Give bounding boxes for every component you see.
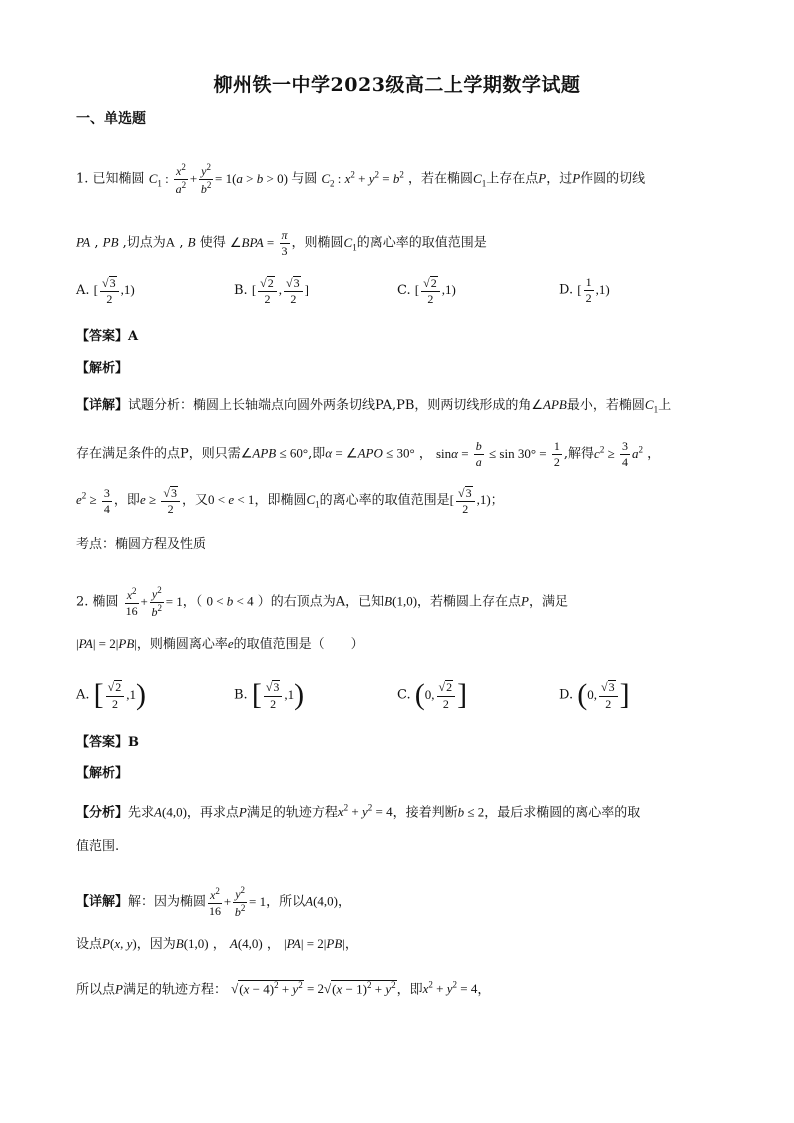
section-heading: 一、单选题 bbox=[76, 111, 146, 127]
q2-stem-line1: 2. 椭圆 $\frac{x^2}{16}$ + $\frac{y^2}{b^2}$ = 1，（ 0 < b < 4 ）的右顶点为A，已知B(1,0)，若椭圆上存在点P，满足 bbox=[76, 585, 569, 620]
q2-analysis-heading: 【解析】 bbox=[76, 766, 129, 781]
q2-number: 2. bbox=[76, 594, 89, 610]
q2-option-a: A. [ √ 2 2 ,1) bbox=[76, 678, 147, 711]
q1-stem-line2: PA , PB ,切点为A , B 使得 ∠BPA = $\frac{\pi}{3}$ ，则椭圆$C_1$的离心率的取值范围是 bbox=[76, 228, 487, 259]
q2-detail-line2: 设点P(x, y)，因为B(1,0) ， A(4,0) ， |PA| = 2|PB|， bbox=[76, 936, 358, 952]
q1-detail-line1: 【详解】试题分析：椭圆上长轴端点向圆外两条切线PA,PB，则两切线形成的角∠APB最小，若椭圆$C_1$上 bbox=[76, 397, 672, 415]
q2-stem-line2: |PA| = 2|PB|，则椭圆离心率e的取值范围是（ ） bbox=[76, 636, 364, 652]
page-title: 柳州铁一中学2023级高二上学期数学试题 bbox=[213, 74, 581, 96]
q2-answer: 【答案】B bbox=[76, 735, 139, 750]
q2-option-c: C. (0, √ 2 2 ] bbox=[397, 678, 468, 711]
q2-detail-line3: 所以点P满足的轨迹方程： √ $(x - 4)^2 + y^2$ = 2√ $(x - 1)^2 + y^2$ ，即$x^2 + y^2 = 4$， bbox=[76, 980, 491, 998]
q1-ellipse-eq: $C_1$ : $\frac{x^2}{a^2}$ + $\frac{y^2}{b^2}$ = 1(a > b > 0) bbox=[148, 162, 292, 197]
q2-fenxi-line1: 【分析】先求A(4,0)，再求点P满足的轨迹方程$x^2 + y^2 = 4$，接着判断b ≤ 2，最后求椭圆的离心率的取 bbox=[76, 803, 641, 821]
q2-fenxi-line2: 值范围. bbox=[76, 839, 120, 854]
q1-answer: 【答案】A bbox=[76, 329, 139, 344]
q1-detail-line3: $e^2$ ≥ $\frac{3}{4}$ ，即e ≥ √ 3 2 ，又0 < e < 1，即椭圆$C_1$的离心率的取值范围是[ √ 3 2 ,1)； bbox=[76, 485, 504, 517]
q1-option-d: D. [ $\frac{1}{2}$ ,1) bbox=[559, 275, 610, 306]
q1-stem-line1: 1. 已知椭圆 $C_1$ : $\frac{x^2}{a^2}$ + $\frac{y^2}{b^2}$ = 1(a > b > 0) 与圆 $C_2$ : $x^2 + y^2 = b^2$ ，若在椭圆$C_1$上存在点P，过P作圆的切线 bbox=[76, 162, 646, 197]
q1-option-b: B. [ √ 2 2 , √ 3 2 ] bbox=[234, 276, 309, 307]
q1-number: 1. bbox=[76, 171, 89, 187]
q1-angle-condition: ∠BPA = $\frac{\pi}{3}$ bbox=[229, 228, 288, 259]
q2-detail-line1: 【详解】解：因为椭圆 $\frac{x^2}{16}$ + $\frac{y^2}{b^2}$ = 1，所以A(4,0)， bbox=[76, 885, 352, 920]
q1-option-a: A. [ √ 3 2 ,1) bbox=[76, 276, 135, 307]
q1-option-c: C. [ √ 2 2 ,1) bbox=[397, 276, 456, 307]
q2-ellipse-eq: $\frac{x^2}{16}$ + $\frac{y^2}{b^2}$ = 1 bbox=[125, 585, 183, 620]
q1-detail-line2: 存在满足条件的点P，则只需∠APB ≤ 60°,即α = ∠APO ≤ 30° ， sinα = $\frac{b}{a}$ ≤ sin 30° = $\frac{1}{2}$ ,解得$c^2$ ≥ $\frac{3}{4}$ $a^2$ ， bbox=[76, 439, 661, 470]
q2-option-d: D. (0, √ 3 2 ] bbox=[559, 678, 630, 711]
q1-circle-eq: $C_2$ : $x^2 + y^2 = b^2$ bbox=[321, 169, 404, 189]
q1-analysis-heading: 【解析】 bbox=[76, 361, 129, 376]
q1-kaodian: 考点：椭圆方程及性质 bbox=[76, 537, 207, 552]
q2-option-b: B. [ √ 3 2 ,1) bbox=[234, 678, 305, 711]
